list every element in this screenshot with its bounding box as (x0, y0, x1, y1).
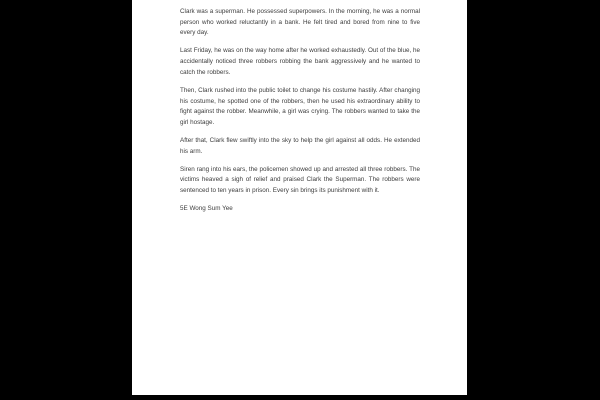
document-page (132, 0, 467, 395)
story-paragraph-3: Then, Clark rushed into the public toilet to change his costume hastily. After changing his costume, he spotted one of the robbers, then he used his extraordinary ability to fight against the robber. Meanwhile, a girl was crying. The robbers wanted to take the girl hostage. (180, 86, 420, 126)
story-paragraph-5: Siren rang into his ears, the policemen showed up and arrested all three robbers. The victims heaved a sigh of relief and praised Clark the Superman. The robbers were sentenced to ten years in prison. Every sin brings its punishment with it. (180, 165, 420, 195)
document-content (132, 0, 467, 215)
story-paragraph-4: After that, Clark flew swiftly into the sky to help the girl against all odds. He extended his arm. (180, 136, 420, 155)
author-signature: 5E Wong Sum Yee (180, 205, 233, 213)
story-paragraph-1: Clark was a superman. He possessed superpowers. In the morning, he was a normal person who worked reluctantly in a bank. He felt tired and bored from nine to five every day. (180, 8, 420, 37)
story-paragraph-2: Last Friday, he was on the way home after he worked exhaustedly. Out of the blue, he accidentally noticed three robbers robbing the bank aggressively and he wanted to catch the robbers. (180, 47, 420, 76)
